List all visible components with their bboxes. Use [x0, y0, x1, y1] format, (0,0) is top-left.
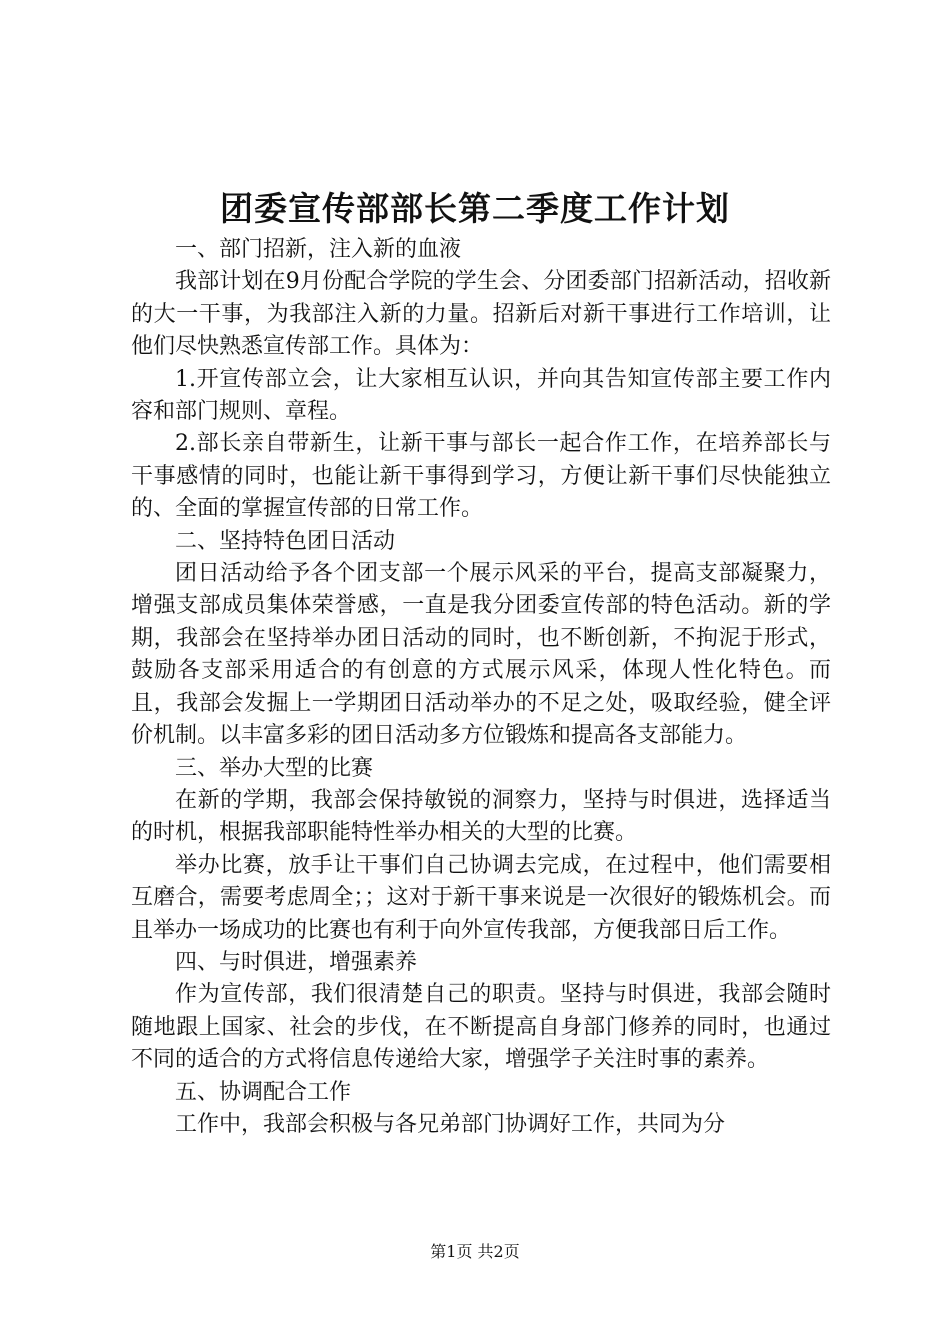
document-title: 团委宣传部部长第二季度工作计划 — [220, 189, 730, 228]
page-footer: 第1页 共2页 — [430, 1242, 520, 1261]
paragraph: 团日活动给予各个团支部一个展示风采的平台，提高支部凝聚力，增强支部成员集体荣誉感，一直是我分团委宣传部的特色活动。新的学期，我部会在坚持举办团日活动的同时，也不断创新，不拘泥于形式，鼓励各支部采用适合的有创意的方式展示风采，体现人性化特色。而且，我部会发掘上一学期团日活动举办的不足之处，吸取经验，健全评价机制。以丰富多彩的团日活动多方位锻炼和提高各支部能力。 — [131, 561, 831, 749]
list-item: 2.部长亲自带新生，让新干事与部长一起合作工作，在培养部长与干事感情的同时，也能让新干事得到学习，方便让新干事们尽快能独立的、全面的掌握宣传部的日常工作。 — [131, 431, 831, 522]
paragraph: 举办比赛，放手让干事们自己协调去完成，在过程中，他们需要相互磨合，需要考虑周全；；这对于新干事来说是一次很好的锻炼机会。而且举办一场成功的比赛也有利于向外宣传我部，方便我部日后工作。 — [131, 852, 831, 943]
section-heading: 四、与时俱进，增强素养 — [175, 949, 418, 975]
document-body — [131, 234, 831, 1141]
paragraph: 在新的学期，我部会保持敏锐的洞察力，坚持与时俱进，选择适当的时机，根据我部职能特性举办相关的大型的比赛。 — [131, 787, 831, 846]
paragraph: 工作中，我部会积极与各兄弟部门协调好工作，共同为分 — [175, 1111, 726, 1137]
section-heading: 五、协调配合工作 — [175, 1079, 352, 1105]
section-heading: 一、部门招新，注入新的血液 — [175, 237, 462, 262]
section-heading: 二、坚持特色团日活动 — [175, 528, 396, 554]
paragraph: 我部计划在9月份配合学院的学生会、分团委部门招新活动，招收新的大一干事，为我部注入新的力量。招新后对新干事进行工作培训，让他们尽快熟悉宣传部工作。具体为： — [131, 269, 831, 360]
list-item: 1.开宣传部立会，让大家相互认识，并向其告知宣传部主要工作内容和部门规则、章程。 — [131, 366, 831, 425]
paragraph: 作为宣传部，我们很清楚自己的职责。坚持与时俱进，我部会随时随地跟上国家、社会的步伐，在不断提高自身部门修养的同时，也通过不同的适合的方式将信息传递给大家，增强学子关注时事的素养。 — [131, 982, 831, 1073]
section-heading: 三、举办大型的比赛 — [175, 755, 374, 781]
